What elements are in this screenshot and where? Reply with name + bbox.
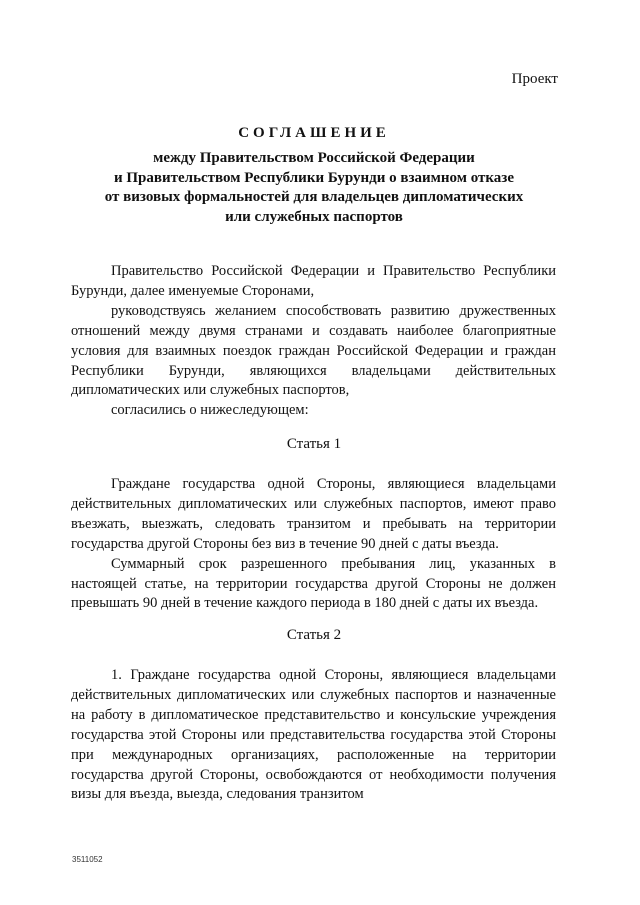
preamble-paragraph-1: Правительство Российской Федерации и Правительство Республики Бурунди, далее именуемые Сторонами, — [71, 263, 556, 299]
article-2-body — [71, 666, 556, 805]
preamble-paragraph-3: согласились о нижеследующем: — [111, 402, 309, 419]
article-1-body — [71, 475, 556, 614]
subtitle-line: и Правительством Республики Бурунди о взаимном отказе — [114, 169, 514, 186]
project-label: Проект — [511, 71, 558, 87]
subtitle-line: между Правительством Российской Федерации — [153, 150, 475, 166]
document-code: 3511052 — [72, 855, 103, 864]
article-2-heading: Статья 2 — [286, 627, 342, 643]
article-1-paragraph-2: Суммарный срок разрешенного пребывания лиц, указанных в настоящей статье, на территории государства другой Стороны не должен превышать 90 дней в течение каждого периода в 180 дней с даты их въезда. — [71, 555, 556, 612]
preamble-paragraph-2: руководствуясь желанием способствовать развитию дружественных отношений между двумя странами и создавать наиболее благоприятные условия для взаимных поездок граждан Российской Федерации и граждан Республики Бурунди, являющихся владельцами действительных дипломатических или служебных паспортов, — [71, 302, 556, 399]
article-1-paragraph-1: Граждане государства одной Стороны, являющиеся владельцами действительных дипломатических или служебных паспортов, имеют право въезжать, выезжать, следовать транзитом и пребывать на территории государства другой Стороны без виз в течение 90 дней с даты въезда. — [71, 476, 556, 552]
subtitle-line: от визовых формальностей для владельцев дипломатических — [104, 189, 524, 205]
document-subtitle — [0, 149, 628, 227]
article-1-heading: Статья 1 — [286, 436, 342, 452]
subtitle-line: или служебных паспортов — [225, 208, 403, 225]
document-title: СОГЛАШЕНИЕ — [238, 125, 390, 141]
preamble — [71, 262, 556, 421]
article-2-paragraph-1: 1. Граждане государства одной Стороны, являющиеся владельцами действительных дипломатических или служебных паспортов и назначенные на работу в дипломатическое представительство и консульские учреждения государства этой Стороны или представительства государства этой Стороны при международных организациях, расположенные на территории государства другой Стороны, освобождаются от необходимости получения визы для въезда, выезда, следования транзитом — [71, 667, 556, 803]
